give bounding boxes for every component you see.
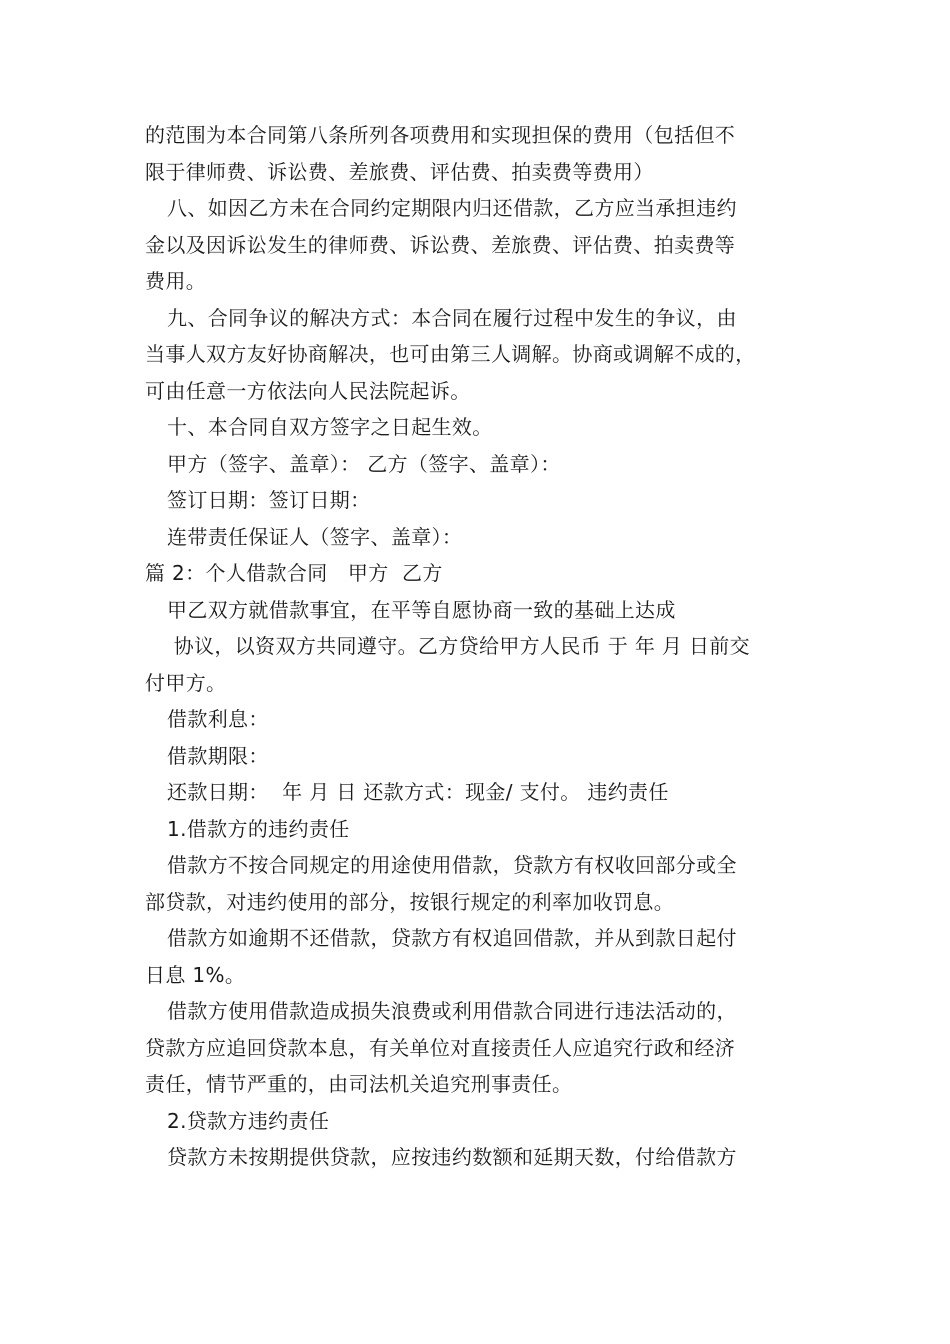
text-line: 甲乙双方就借款事宜，在平等自愿协商一致的基础上达成 [167,597,676,622]
text-line: 贷款方未按期提供贷款，应按违约数额和延期天数，付给借款方 [167,1145,737,1169]
text-line: 的范围为本合同第八条所列各项费用和实现担保的费用（包括但不 [145,123,736,147]
text-line: 协议，以资双方共同遵守。乙方贷给甲方人民币 于 年 月 日前交 [167,634,750,658]
text-line: 限于律师费、诉讼费、差旅费、评估费、拍卖费等费用） [145,159,654,184]
text-line: 部贷款，对违约使用的部分，按银行规定的利率加收罚息。 [145,889,675,914]
section-heading: 篇 2：个人借款合同 甲方 乙方 [145,561,443,585]
text-line: 日息 1%。 [145,962,246,987]
subheading-borrower-liability: 1.借款方的违约责任 [167,816,350,841]
repayment-line: 还款日期： 年 月 日 还款方式：现金/ 支付。 违约责任 [167,780,669,804]
clause-10-line: 十、本合同自双方签字之日起生效。 [167,415,493,439]
loan-interest-line: 借款利息： [167,707,269,731]
text-line: 借款方如逾期不还借款，贷款方有权追回借款，并从到款日起付 [167,926,737,950]
loan-term-line: 借款期限： [167,743,269,768]
clause-9-line: 九、合同争议的解决方式：本合同在履行过程中发生的争议，由 [167,305,737,330]
document-body [145,117,815,1176]
guarantor-line: 连带责任保证人（签字、盖章）： [167,524,463,549]
text-line: 当事人双方友好协商解决，也可由第三人调解。协商或调解不成的， [145,342,756,366]
text-line: 借款方不按合同规定的用途使用借款，贷款方有权收回部分或全 [167,853,737,877]
clause-8-line: 八、如因乙方未在合同约定期限内归还借款，乙方应当承担违约 [167,196,737,220]
text-line: 费用。 [145,269,207,293]
text-line: 付甲方。 [145,670,227,695]
signing-date-line: 签订日期：签订日期： [167,488,371,512]
text-line: 借款方使用借款造成损失浪费或利用借款合同进行违法活动的， [167,999,737,1023]
subheading-lender-liability: 2.贷款方违约责任 [167,1108,330,1133]
signature-line: 甲方（签字、盖章）： 乙方（签字、盖章）： [167,451,561,476]
text-line: 责任，情节严重的，由司法机关追究刑事责任。 [145,1072,573,1096]
text-line: 可由任意一方依法向人民法院起诉。 [145,378,471,403]
text-line: 贷款方应追回贷款本息，有关单位对直接责任人应追究行政和经济 [145,1035,736,1060]
text-line: 金以及因诉讼发生的律师费、诉讼费、差旅费、评估费、拍卖费等 [145,232,736,257]
